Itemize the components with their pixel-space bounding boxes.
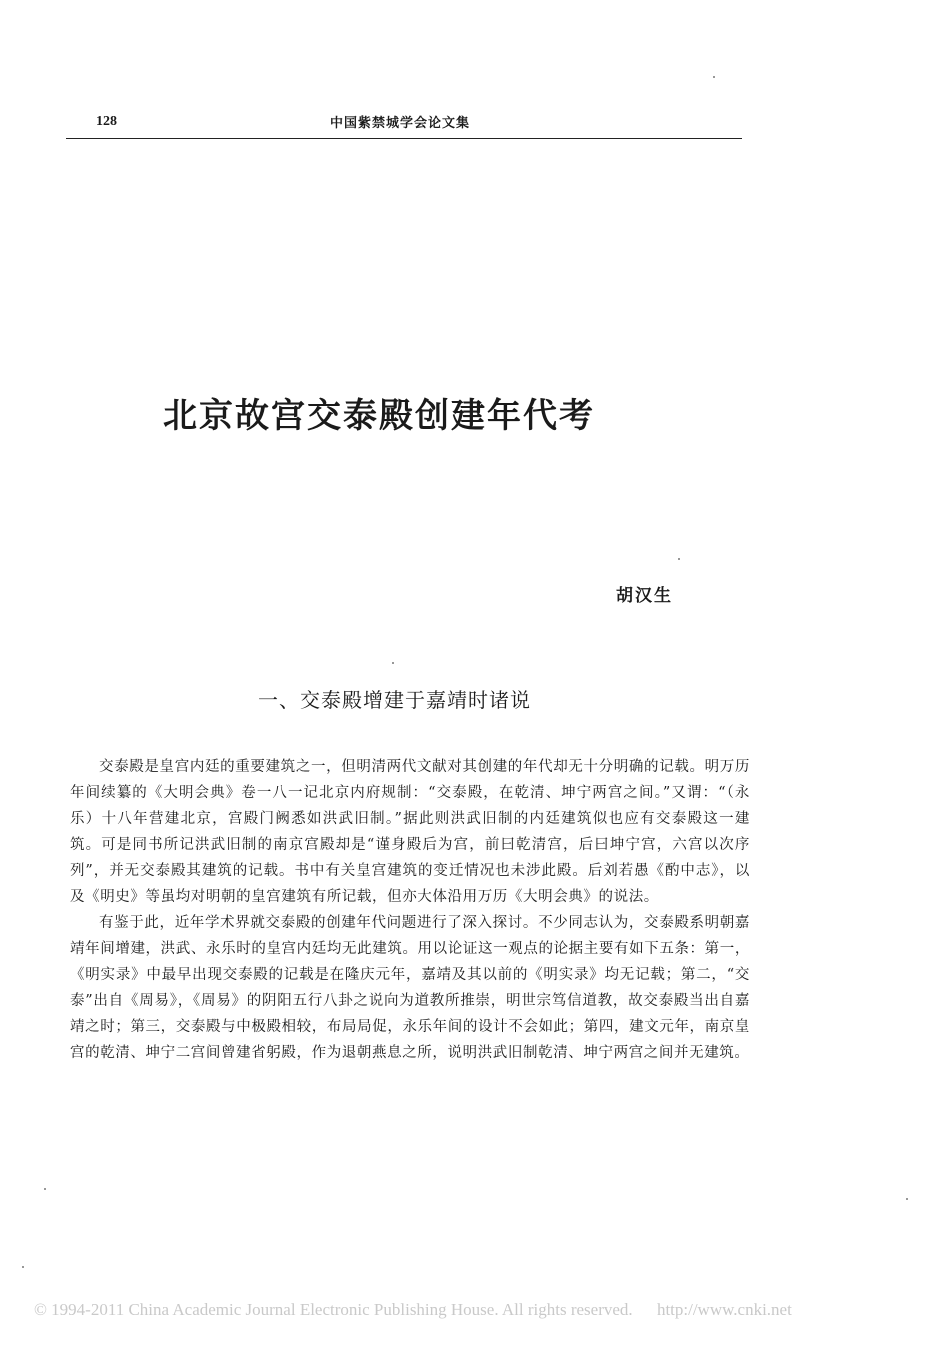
author-name: 胡汉生 [616, 586, 673, 606]
paragraph-1: 交泰殿是皇宫内廷的重要建筑之一，但明清两代文献对其创建的年代却无十分明确的记载。明万历年间续纂的《大明会典》卷一八一记北京内府规制：“交泰殿，在乾清、坤宁两宫之间。”又谓：“（永乐）十八年营建北京，宫殿门阙悉如洪武旧制。”据此则洪武旧制的内廷建筑似也应有交泰殿这一建筑。可是同书所记洪武旧制的南京宫殿却是“谨身殿后为宫，前曰乾清宫，后曰坤宁宫，六宫以次序列”，并无交泰殿其建筑的记载。书中有关皇宫建筑的变迁情况也未涉此殿。后刘若愚《酌中志》，以及《明史》等虽均对明朝的皇宫建筑有所记载，但亦大体沿用万历《大明会典》的说法。 [70, 759, 750, 905]
article-title: 北京故宫交泰殿创建年代考 [163, 396, 595, 436]
body-text [70, 754, 750, 1066]
scan-speck [713, 76, 715, 78]
paragraph-2: 有鉴于此，近年学术界就交泰殿的创建年代问题进行了深入探讨。不少同志认为，交泰殿系明朝嘉靖年间增建，洪武、永乐时的皇宫内廷均无此建筑。用以论证这一观点的论据主要有如下五条：第一，《明实录》中最早出现交泰殿的记载是在隆庆元年，嘉靖及其以前的《明实录》均无记载；第二，“交泰”出自《周易》，《周易》的阴阳五行八卦之说向为道教所推崇，明世宗笃信道教，故交泰殿当出自嘉靖之时；第三，交泰殿与中极殿相较，布局局促，永乐年间的设计不会如此；第四，建文元年，南京皇宫的乾清、坤宁二宫间曾建省躬殿，作为退朝燕息之所，说明洪武旧制乾清、坤宁两宫之间并无建筑。 [70, 915, 750, 1061]
header-rule [66, 138, 742, 139]
section-heading: 一、交泰殿增建于嘉靖时诸说 [258, 688, 531, 712]
scan-speck [22, 1266, 24, 1268]
footer-url: http://www.cnki.net [656, 1300, 792, 1319]
footer [34, 1300, 792, 1320]
page-number: 128 [96, 114, 117, 129]
running-header: 中国紫禁城学会论文集 [330, 116, 471, 131]
scan-speck [678, 558, 680, 560]
scan-speck [392, 662, 394, 664]
scan-speck [906, 1198, 908, 1200]
copyright-notice: © 1994-2011 China Academic Journal Electronic Publishing House. All rights reserved. [34, 1300, 633, 1319]
scan-speck [44, 1188, 46, 1190]
